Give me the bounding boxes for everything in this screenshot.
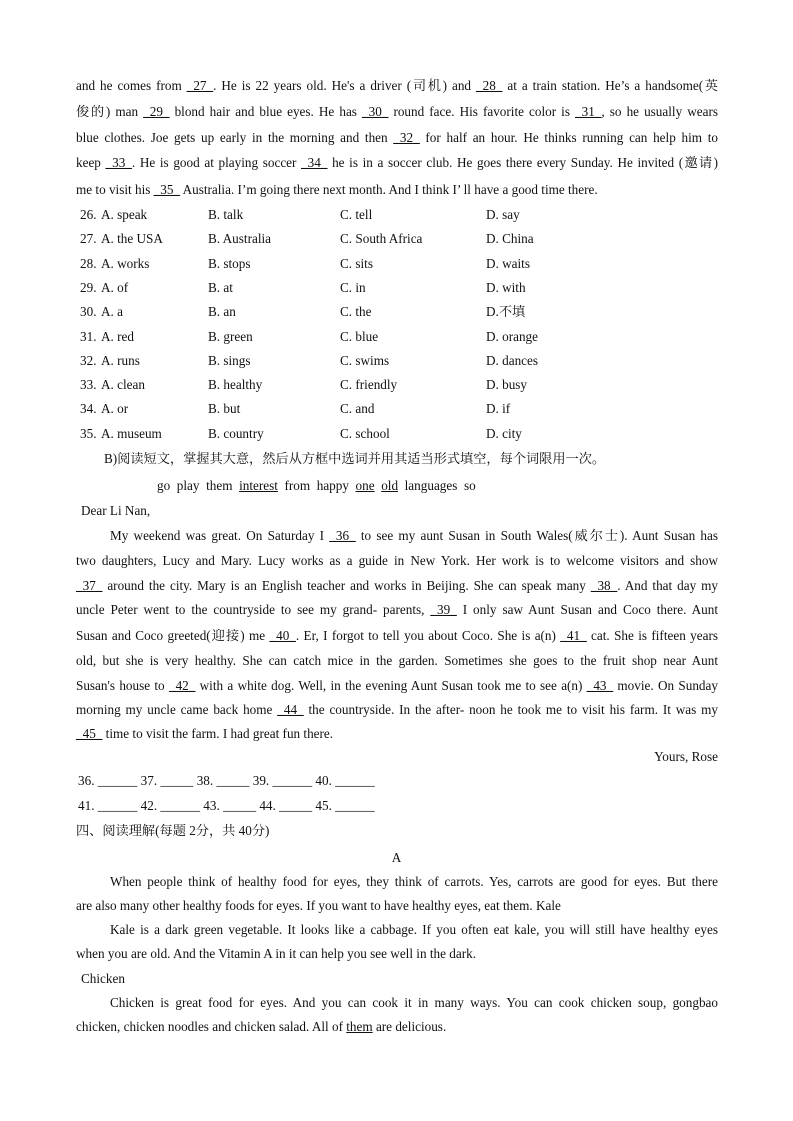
word-bank-item: from [284,478,311,493]
option-c: C. swims [340,353,390,368]
answer-row-2: 41. ______ 42. ______ 43. _____ 44. _____ 45. ______ [78,798,375,813]
word-bank-item: one [355,478,375,493]
option-b: B. stops [208,256,251,271]
blank-number: _32_ [393,130,420,145]
text-span: Susan and Coco greeted(迎接) me [76,628,270,643]
text-span: the countryside. In the after- noon he took me to visit his farm. It was my [303,702,718,717]
question-number: 30. [80,304,97,319]
option-d: D. China [486,231,534,246]
blank-number: _42_ [168,678,196,693]
letter-line [76,726,333,742]
text-span: chicken, chicken noodles and chicken salad. All of [76,1019,347,1034]
question-number: 35. [80,426,97,441]
option-d: D.不填 [486,304,526,319]
text-span: I only saw Aunt Susan and Coco there. Aunt [456,602,718,617]
option-d: D. if [486,401,511,416]
text-span: . Er, I forgot to tell you about Coco. She is a(n) [295,628,561,643]
question-number: 29. [80,280,97,295]
blank-number: _36_ [329,528,356,543]
text-span: uncle Peter went to the countryside to see my grand- parents, [76,602,431,617]
option-d: D. waits [486,256,530,271]
text-span: round face. His favorite color is [388,104,576,119]
blank-number: _35_ [153,182,181,197]
section-b-instruction: B)阅读短文，掌握其大意，然后从方框中选词并用其适当形式填空，每个词限用一次。 [104,451,606,466]
option-a: A. the USA [101,231,163,246]
paragraph-1-line-1: When people think of healthy food for eyes, they think of carrots. Yes, carrots are good for eyes. But there [110,874,718,889]
text-span: old, but she is very healthy. She can catch mice in the garden. Sometimes she goes to the fruit shop near Aunt [76,653,718,668]
blank-number: _37_ [76,578,103,593]
option-a: A. museum [101,426,162,441]
question-number: 28. [80,256,97,271]
option-c: C. the [340,304,372,319]
text-span: time to visit the farm. I had great fun there. [102,726,334,741]
option-b: B. talk [208,207,244,222]
text-span: movie. On Sunday [613,678,718,693]
question-number: 33. [80,377,97,392]
blank-number: _31_ [575,104,602,119]
question-number: 27. [80,231,97,246]
letter-greeting: Dear Li Nan, [81,503,151,518]
letter-signature: Yours, Rose [654,749,718,764]
option-d: D. busy [486,377,528,392]
underlined-word: them [346,1019,373,1034]
question-number: 34. [80,401,97,416]
option-c: C. friendly [340,377,398,392]
option-a: A. speak [101,207,148,222]
letter-line [76,653,718,669]
blank-number: _38_ [590,578,618,593]
text-span: blue clothes. Joe gets up early in the morning and then [76,130,394,145]
blank-number: _45_ [76,726,103,741]
option-a: A. red [101,329,134,344]
blank-number: _30_ [362,104,389,119]
text-span: he is in a soccer club. He goes there every Sunday. He invited (邀请) [327,155,718,170]
word-bank [157,478,476,494]
option-b: B. green [208,329,253,344]
option-a: A. runs [101,353,140,368]
blank-number: _29_ [143,104,170,119]
question-number: 26. [80,207,97,222]
paragraph-3-line-2 [76,1019,446,1035]
text-span: around the city. Mary is an English teacher and works in Beijing. She can speak many [102,578,591,593]
text-span: morning my uncle came back home [76,702,278,717]
passage-line [76,78,718,94]
blank-number: _28_ [476,78,503,93]
word-bank-item: them [206,478,233,493]
text-span: . And that day my [617,578,718,593]
option-c: C. tell [340,207,373,222]
word-bank-item: interest [239,478,278,493]
text-span: Australia. I’m going there next month. And I think I’ ll have a good time there. [180,182,598,197]
text-span: at a train station. He’s a handsome(英 [502,78,718,93]
text-span: to see my aunt Susan in South Wales(威尔士). Aunt Susan has [355,528,718,543]
paragraph-2-line-2: when you are old. And the Vitamin A in it can help you see well in the dark. [76,946,477,961]
question-number: 31. [80,329,97,344]
option-b: B. but [208,401,241,416]
letter-line [76,628,718,644]
passage-label: A [391,850,402,865]
text-span: Susan's house to [76,678,169,693]
paragraph-3-line-1: Chicken is great food for eyes. And you can cook it in many ways. You can cook chicken soup, gongbao [110,995,718,1010]
text-span: blond hair and blue eyes. He has [169,104,362,119]
option-c: C. in [340,280,366,295]
option-a: A. of [101,280,129,295]
option-b: B. an [208,304,236,319]
blank-number: _40_ [269,628,296,643]
word-bank-item: go [157,478,171,493]
word-bank-item: languages [404,478,458,493]
option-a: A. a [101,304,123,319]
option-d: D. dances [486,353,538,368]
option-c: C. sits [340,256,373,271]
option-a: A. clean [101,377,145,392]
option-b: B. sings [208,353,251,368]
option-c: C. South Africa [340,231,423,246]
option-b: B. Australia [208,231,272,246]
letter-line [76,528,718,544]
subheading-chicken: Chicken [81,971,125,986]
section-4-heading: 四、阅读理解(每题 2分，共 40分) [76,823,270,838]
text-span: My weekend was great. On Saturday I [110,528,330,543]
passage-line [76,182,598,198]
letter-line [76,602,718,618]
blank-number: _33_ [105,155,132,170]
text-span: 俊的) man [76,104,144,119]
paragraph-1-line-2: are also many other healthy foods for eyes. If you want to have healthy eyes, eat them. Kale [76,898,561,913]
blank-number: _43_ [586,678,614,693]
blank-number: _44_ [277,702,304,717]
option-a: A. or [101,401,129,416]
blank-number: _41_ [560,628,587,643]
passage-line [76,104,718,120]
option-b: B. at [208,280,233,295]
text-span: are delicious. [372,1019,447,1034]
option-c: C. blue [340,329,379,344]
letter-line [76,553,718,569]
text-span: , so he usually wears [601,104,718,119]
text-span: me to visit his [76,182,154,197]
word-bank-item: so [463,478,476,493]
option-a: A. works [101,256,150,271]
option-d: D. orange [486,329,538,344]
text-span: . He is good at playing soccer [131,155,302,170]
passage-line [76,155,718,171]
option-d: D. city [486,426,522,441]
blank-number: _39_ [430,602,457,617]
passage-line [76,130,718,146]
option-c: C. school [340,426,390,441]
text-span: with a white dog. Well, in the evening Aunt Susan took me to see a(n) [195,678,587,693]
letter-line [76,578,718,594]
option-c: C. and [340,401,375,416]
text-span: . He is 22 years old. He's a driver (司机) and [213,78,476,93]
text-span: keep [76,155,106,170]
blank-number: _34_ [301,155,328,170]
paragraph-2-line-1: Kale is a dark green vegetable. It looks like a cabbage. If you often eat kale, you will still have healthy eyes [110,922,718,937]
word-bank-item: play [176,478,200,493]
blank-number: _27_ [186,78,214,93]
option-b: B. country [208,426,264,441]
word-bank-item: old [381,478,399,493]
option-d: D. with [486,280,526,295]
letter-line [76,702,718,718]
text-span: cat. She is fifteen years [586,628,718,643]
text-span: for half an hour. He thinks running can help him to [419,130,718,145]
answer-row-1: 36. ______ 37. _____ 38. _____ 39. ______ 40. ______ [78,773,375,788]
text-span: and he comes from [76,78,187,93]
word-bank-item: happy [316,478,349,493]
question-number: 32. [80,353,97,368]
text-span: two daughters, Lucy and Mary. Lucy works as a guide in New York. Her work is to welcome visitors and show [76,553,718,568]
option-b: B. healthy [208,377,263,392]
option-d: D. say [486,207,520,222]
letter-line [76,678,718,694]
